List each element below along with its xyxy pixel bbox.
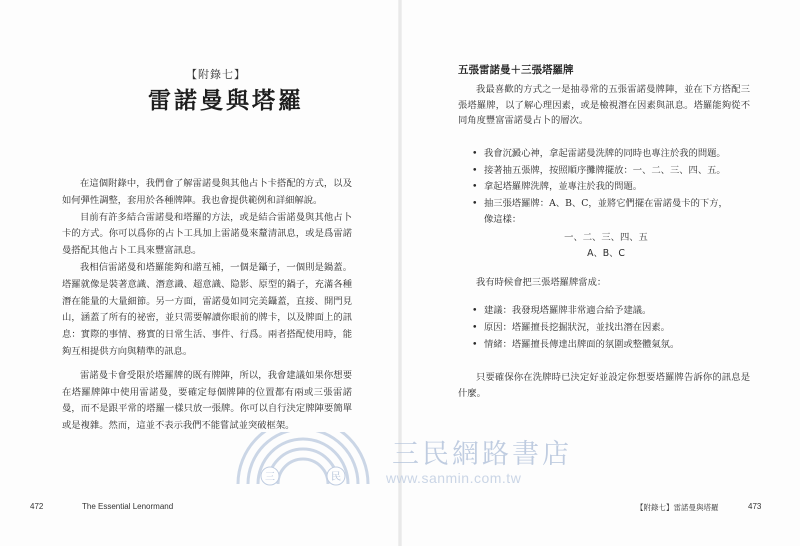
watermark-char: 三 [265, 472, 275, 483]
list-item: • 我會沉澱心神，拿起雷諾曼洗牌的同時也專注於我的問題。 [470, 146, 754, 163]
spread-row-tarot: A、B、C [587, 248, 625, 259]
list-item: • 原因：塔羅擅長挖掘狀況，並找出潛在因素。 [470, 320, 754, 337]
spread-row-lenormand: 一、二、三、四、五 [564, 232, 648, 243]
list-item: • 建議：我發現塔羅牌非常適合給予建議。 [470, 303, 754, 320]
page-number-right: 473 [748, 502, 762, 511]
paragraph: 目前有許多結合雷諾曼和塔羅的方法，或是結合雷諾曼與其他占卜卡的方式。你可以爲你的占卜工具加上雷諾曼來釐清訊息，或是爲雷諾曼搭配其他占卜工具來豐富訊息。 [62, 211, 352, 257]
list-item: • 情緒：塔羅擅長傳達出牌面的氛圍或整體氣氛。 [470, 337, 754, 354]
section-title: 五張雷諾曼＋三張塔羅牌 [458, 64, 574, 76]
watermark-url: www.sanmin.com.tw [386, 470, 522, 486]
paragraph: 雷諾曼卡會受限於塔羅牌的既有牌陣，所以，我會建議如果你想要在塔羅牌陣中使用雷諾曼，要確定每個牌陣的位置都有兩或三張雷諾曼，而不是跟平常的塔羅一樣只放一張牌。你可以自行決定牌陣要簡單或是複雜。然而，這並不表示我們不能嘗試並突破框架。 [62, 369, 352, 432]
closing-paragraph: 只要確保你在洗牌時已決定好並設定你想要塔羅牌告訴你的訊息是什麼。 [458, 372, 750, 399]
watermark-char: 民 [331, 472, 341, 483]
page-number-left: 472 [30, 502, 44, 511]
step-note: 像這樣： [484, 214, 522, 225]
left-body-text [62, 176, 352, 435]
sanmin-logo-icon [228, 432, 378, 490]
running-title-right: 【附錄七】雷諾曼與塔羅 [636, 503, 719, 512]
paragraph: 我相信雷諾曼和塔羅能夠和諧互補，一個是鑷子，一個則是鍋蓋。塔羅就像是裝著意識、潛意識、超意識、隐影、原型的鍋子，充滿各種潛在能量的大量細節。另一方面，雷諾曼如同完美鑷蓋，直接、開門見山，涵蓋了所有的祕密，並只需要解讀你眼前的牌卡，以及牌面上的訊息：實際的事情、務實的日常生活、事件、行爲。兩者搭配使用時，能夠互相提供方向與精準的訊息。 [62, 261, 352, 357]
watermark [228, 432, 588, 490]
labels-list [470, 303, 754, 353]
running-title-left: The Essential Lenormand [82, 502, 174, 511]
list-item: • 拿起塔羅牌洗牌，並專注於我的問題。 [470, 179, 754, 196]
watermark-name: 三民網路書店 [392, 439, 572, 470]
steps-list [470, 146, 754, 229]
chapter-title: 雷諾曼與塔羅 [148, 87, 304, 114]
paragraph: 在這個附錄中，我們會了解雷諾曼與其他占卜卡搭配的方式，以及如何彈性調整，套用於各種牌陣。我也會提供範例和詳細解說。 [62, 178, 352, 206]
list-item: • 接著抽五張牌，按照順序攤牌擺放：一、二、三、四、五。 [470, 163, 754, 180]
list-item [470, 196, 754, 229]
appendix-tag: 【附錄七】 [186, 68, 246, 81]
intro-paragraph: 我最喜歡的方式之一是抽尋常的五張雷諾曼牌陣，並在下方搭配三張塔羅牌，以了解心理因素，或是檢視潛在因素與訊息。塔羅能夠從不同角度豐富雷諾曼占卜的層次。 [458, 84, 750, 126]
labels-intro: 我有時候會把三張塔羅牌當成： [476, 277, 607, 288]
list-item-text: 抽三張塔羅牌：A、B、C，並將它們擺在雷諾曼卡的下方， [484, 197, 728, 209]
